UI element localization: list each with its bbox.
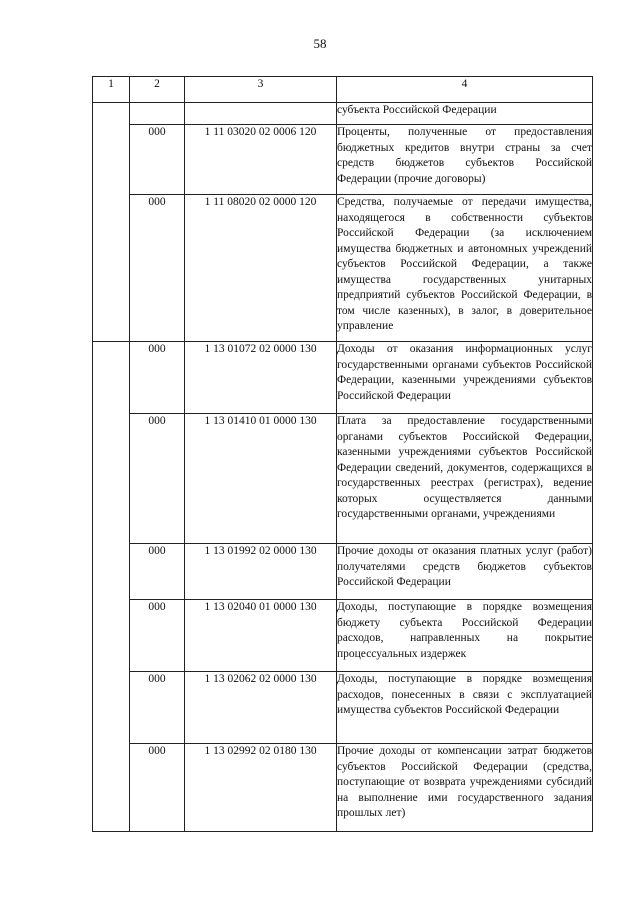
budget-code-cell: 1 11 03020 02 0006 120 (185, 125, 337, 195)
table-row (93, 414, 593, 544)
table-row (93, 672, 593, 744)
revenue-name-cell: Плата за предоставление государственными органами субъектов Российской Федерации, казенными учреждениями субъектов Российской Федерации сведений, документов, содержащихся в государственных реестрах (регистрах), ведение которых осуществляется данными государственными органами, учреждениями (337, 414, 593, 544)
admin-code-cell: 000 (130, 544, 185, 600)
budget-code-cell: 1 13 01992 02 0000 130 (185, 544, 337, 600)
revenue-name-cell: Проценты, полученные от предоставления бюджетных кредитов внутри страны за счет средств бюджетов субъектов Российской Федерации (прочие договоры) (337, 125, 593, 195)
revenue-name-cell: Доходы, поступающие в порядке возмещения бюджету субъекта Российской Федерации расходов, направленных на покрытие процессуальных издержек (337, 600, 593, 672)
name-cell-continuation: субъекта Российской Федерации (337, 103, 593, 125)
table-row-continuation (93, 103, 593, 125)
column-1-empty-cell (93, 342, 130, 832)
budget-code-cell: 1 13 02062 02 0000 130 (185, 672, 337, 744)
budget-code-cell: 1 13 02040 01 0000 130 (185, 600, 337, 672)
header-cell-1: 1 (93, 77, 130, 103)
header-cell-3: 3 (185, 77, 337, 103)
table-row (93, 195, 593, 342)
admin-code-cell: 000 (130, 600, 185, 672)
admin-code-cell: 000 (130, 195, 185, 342)
header-cell-2: 2 (130, 77, 185, 103)
admin-code-cell: 000 (130, 125, 185, 195)
revenue-name-cell: Средства, получаемые от передачи имущества, находящегося в собственности субъектов Российской Федерации (за исключением имущества бюджетных и автономных учреждений субъектов Российской Федерации, а также имущества государственных унитарных предприятий субъектов Российской Федерации, в том числе казенных), в залог, в доверительное управление (337, 195, 593, 342)
budget-revenue-table (92, 76, 593, 832)
code-cell-empty (185, 103, 337, 125)
admin-code-cell: 000 (130, 672, 185, 744)
revenue-name-cell: Прочие доходы от оказания платных услуг (работ) получателями средств бюджетов субъектов Российской Федерации (337, 544, 593, 600)
revenue-name-cell: Доходы от оказания информационных услуг государственными органами субъектов Российской Федерации, казенными учреждениями субъектов Российской Федерации (337, 342, 593, 414)
revenue-name-cell: Прочие доходы от компенсации затрат бюджетов субъектов Российской Федерации (средства, поступающие от возврата учреждениями субсидий на выполнение ими государственного задания прошлых лет) (337, 744, 593, 832)
admin-code-cell: 000 (130, 342, 185, 414)
page-number: 58 (313, 36, 327, 51)
budget-code-cell: 1 13 02992 02 0180 130 (185, 744, 337, 832)
table-row (93, 744, 593, 832)
table-row (93, 600, 593, 672)
budget-code-cell: 1 11 08020 02 0000 120 (185, 195, 337, 342)
table-header-row (93, 77, 593, 103)
admin-code-cell: 000 (130, 744, 185, 832)
admin-cell-empty (130, 103, 185, 125)
budget-code-cell: 1 13 01410 01 0000 130 (185, 414, 337, 544)
revenue-name-cell: Доходы, поступающие в порядке возмещения расходов, понесенных в связи с эксплуатацией имущества субъектов Российской Федерации (337, 672, 593, 744)
column-1-empty-cell (93, 103, 130, 342)
admin-code-cell: 000 (130, 414, 185, 544)
table-row (93, 342, 593, 414)
table-row (93, 125, 593, 195)
budget-code-cell: 1 13 01072 02 0000 130 (185, 342, 337, 414)
table-row (93, 544, 593, 600)
header-cell-4: 4 (337, 77, 593, 103)
